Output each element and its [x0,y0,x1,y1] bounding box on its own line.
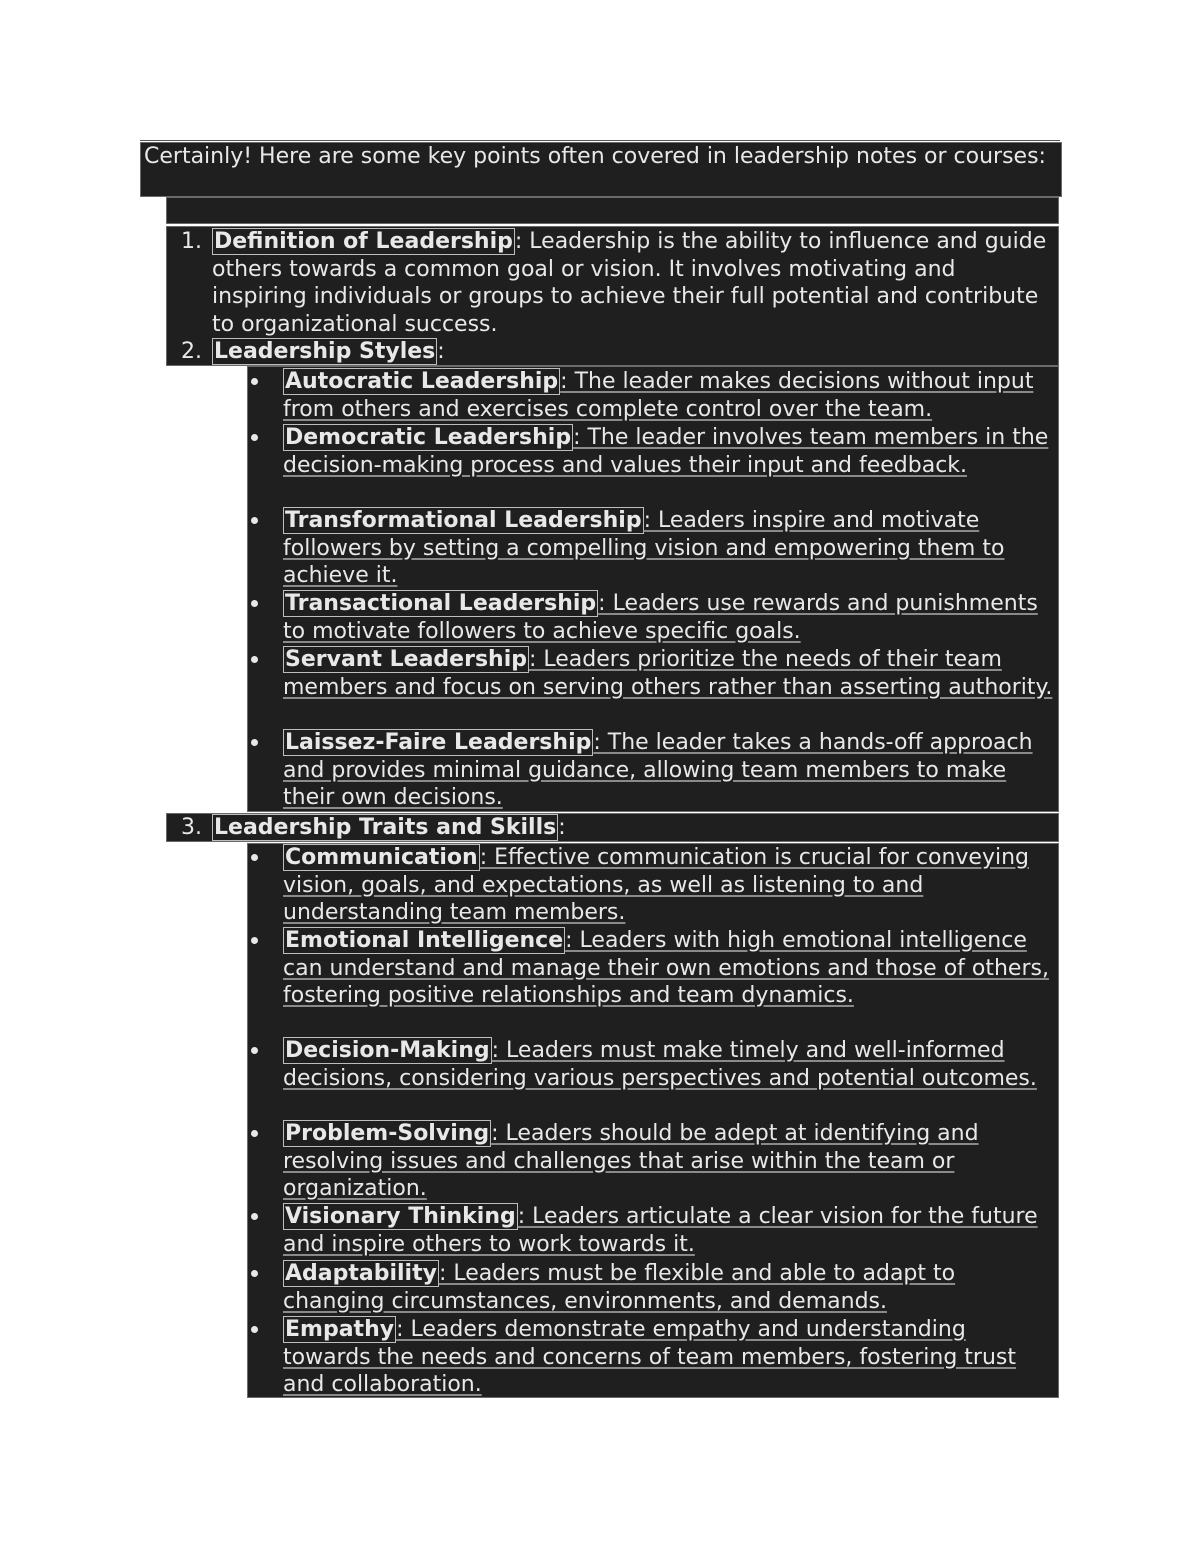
bullet-icon [251,1326,258,1333]
intro-paragraph: Certainly! Here are some key points often covered in leadership notes or courses: [140,142,1062,197]
section-1-term: Definition of Leadership [214,229,513,254]
top-rule [140,140,1060,141]
section-2-term: Leadership Styles [214,339,436,364]
section-2-number: 2. [181,339,202,364]
skill-item-visionary-thinking [283,1203,1058,1258]
skill-text: : Leaders articulate a clear vision for the future and inspire others to work towards it. [283,1204,1038,1257]
bullet-icon [251,434,258,441]
style-text: : The leader involves team members in the decision-making process and values their input and feedback. [283,425,1049,478]
skill-item-communication [283,844,1058,927]
style-item-autocratic [283,368,1058,423]
skill-term: Empathy [285,1317,395,1342]
skill-term: Decision-Making [285,1038,490,1063]
style-text: : The leader takes a hands-off approach and provides minimal guidance, allowing team members to make their own decisions. [283,730,1033,810]
section-3-term: Leadership Traits and Skills [214,815,557,840]
bullet-icon [251,739,258,746]
skill-item-adaptability [283,1260,1058,1315]
section-3-heading [212,814,1052,842]
empty-line-bar [166,197,1059,224]
skill-term: Visionary Thinking [285,1204,516,1229]
section-1-text: : Leadership is the ability to influence and guide others towards a common goal or vision. It involves motivating and inspiring individuals or groups to achieve their full potential and contribute to organizational success. [212,229,1047,337]
skill-text: : Leaders with high emotional intelligence can understand and manage their own emotions and those of others, fostering positive relationships and team dynamics. [283,928,1049,1008]
style-term: Democratic Leadership [285,425,572,450]
style-text: : The leader makes decisions without input from others and exercises complete control over the team. [283,369,1034,422]
section-3-number: 3. [181,815,202,840]
skill-text: : Leaders must make timely and well-informed decisions, considering various perspectives and potential outcomes. [283,1038,1037,1091]
skill-text: : Leaders must be flexible and able to adapt to changing circumstances, environments, and demands. [283,1261,956,1314]
skill-item-emotional-intelligence [283,927,1058,1010]
bullet-icon [251,517,258,524]
skill-term: Emotional Intelligence [285,928,564,953]
skill-text: : Leaders demonstrate empathy and understanding towards the needs and concerns of team members, fostering trust and collaboration. [283,1317,1016,1397]
skill-item-decision-making [283,1037,1058,1092]
style-item-servant [283,646,1058,701]
skill-term: Adaptability [285,1261,437,1286]
style-term: Autocratic Leadership [285,369,559,394]
bullet-icon [251,937,258,944]
style-term: Transactional Leadership [285,591,597,616]
bullet-icon [251,600,258,607]
bullet-icon [251,656,258,663]
style-term: Transformational Leadership [285,508,642,533]
skill-item-problem-solving [283,1120,1058,1203]
style-item-laissez-faire [283,729,1058,812]
section-3-colon: : [558,815,566,840]
section-2-heading [212,338,1052,366]
section-2-colon: : [437,339,445,364]
style-item-transactional [283,590,1058,645]
bullet-icon [251,1130,258,1137]
skill-term: Communication [285,845,478,870]
section-1-paragraph [212,228,1052,338]
bullet-icon [251,1213,258,1220]
style-text: : Leaders inspire and motivate followers by setting a compelling vision and empowering them to achieve it. [283,508,1005,588]
bullet-icon [251,1047,258,1054]
style-item-transformational [283,507,1058,590]
style-term: Laissez-Faire Leadership [285,730,592,755]
bullet-icon [251,854,258,861]
section-1-number: 1. [181,229,202,254]
style-text: : Leaders use rewards and punishments to motivate followers to achieve specific goals. [283,591,1038,644]
skill-text: : Leaders should be adept at identifying and resolving issues and challenges that arise within the team or organization. [283,1121,979,1201]
bullet-icon [251,1270,258,1277]
style-item-democratic [283,424,1058,479]
style-term: Servant Leadership [285,647,527,672]
skill-term: Problem-Solving [285,1121,490,1146]
style-text: : Leaders prioritize the needs of their team members and focus on serving others rather than asserting authority. [283,647,1053,700]
bullet-icon [251,378,258,385]
skill-item-empathy [283,1316,1058,1399]
skill-text: : Effective communication is crucial for conveying vision, goals, and expectations, as well as listening to and understanding team members. [283,845,1029,925]
